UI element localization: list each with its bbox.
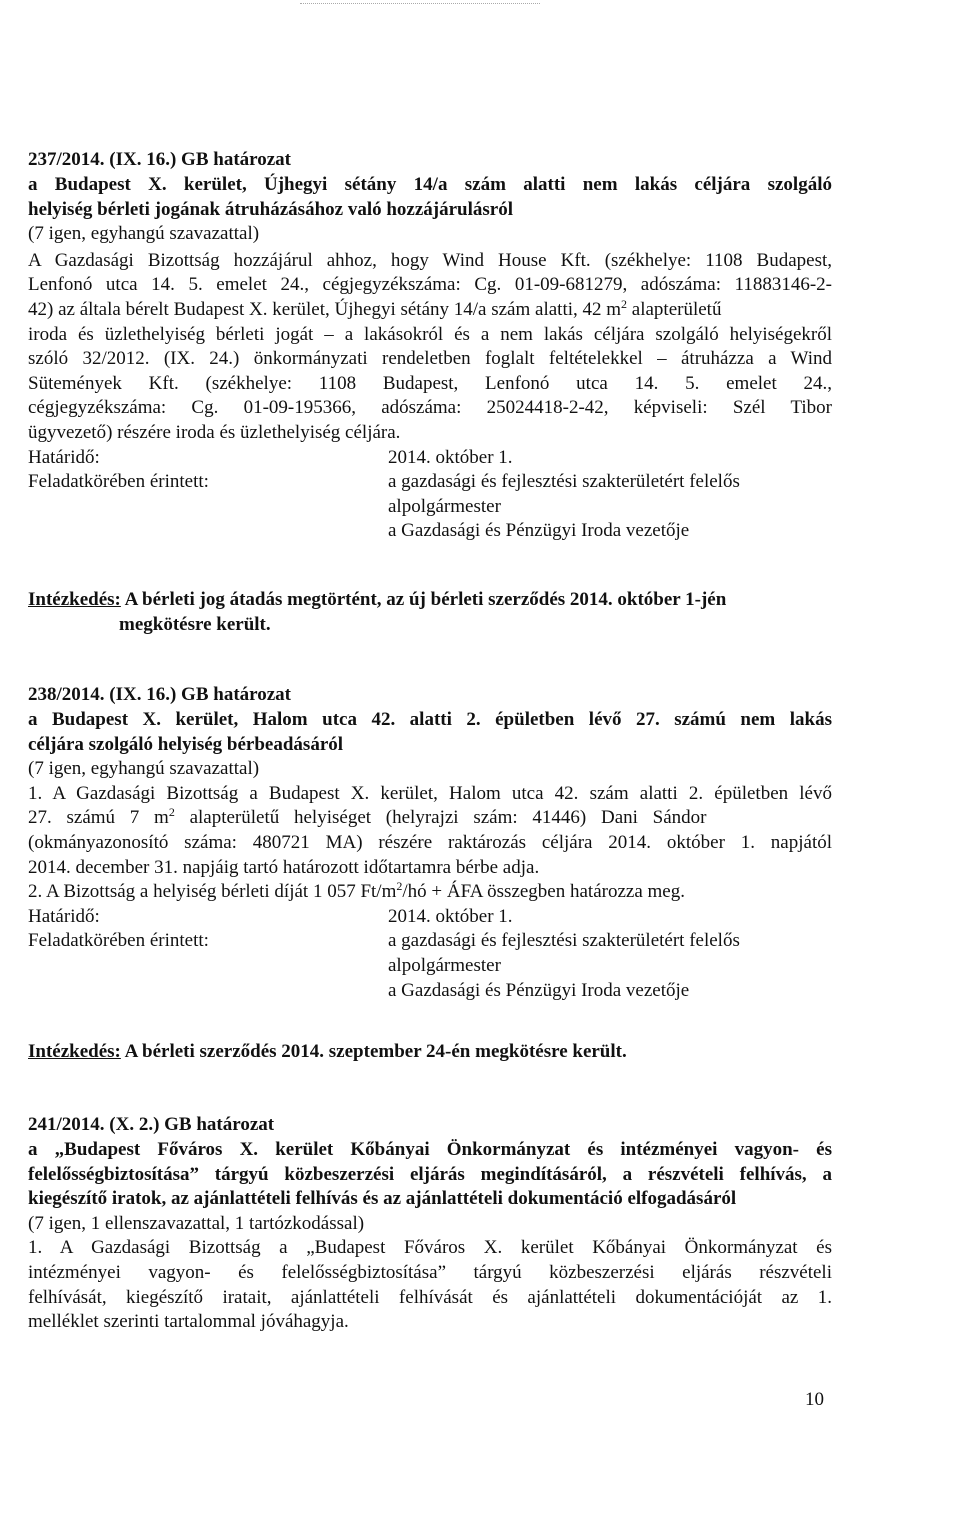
- body-line: [28, 372, 832, 396]
- value-text: alpolgármester: [388, 955, 501, 976]
- measure-line: [28, 1040, 627, 1064]
- body-text: felhívását, kiegészítő iratait, ajánlattételi felhívását és ajánlattételi dokumentációját az 1.: [28, 1286, 832, 1308]
- body-text: intézményei vagyon- és felelősségbiztosítása” tárgyú közbeszerzési eljárás részvételi: [28, 1262, 832, 1283]
- vote-text: (7 igen, egyhangú szavazattal): [28, 758, 260, 780]
- body-line: [28, 1236, 832, 1260]
- vote-text: (7 igen, 1 ellenszavazattal, 1 tartózkodással): [28, 1212, 365, 1234]
- measure-text: megkötésre került.: [119, 613, 271, 635]
- body-line: [28, 1261, 832, 1285]
- body-text: (okmányazonosító száma: 480721 MA) részére raktározás céljára 2014. október 1. napjától: [28, 832, 832, 853]
- responsible-line: [388, 495, 501, 519]
- label-text: Határidő:: [28, 446, 100, 468]
- label-text: Feladatkörében érintett:: [28, 471, 209, 493]
- label-text: Határidő:: [28, 905, 100, 927]
- section-title-line: [28, 708, 832, 732]
- body-text: 1. A Gazdasági Bizottság a Budapest X. kerület, Halom utca 42. szám alatti 2. épületben lévő: [28, 782, 832, 804]
- section-title-line: [28, 1187, 736, 1211]
- vote-line: [28, 1212, 364, 1236]
- title-text: céljára szolgáló helyiség bérbeadásáról: [28, 733, 344, 755]
- body-line: [28, 1286, 832, 1310]
- vote-text: (7 igen, egyhangú szavazattal): [28, 223, 260, 245]
- responsible-line: [388, 954, 501, 978]
- body-text: melléklet szerinti tartalommal jóváhagyja.: [28, 1311, 349, 1333]
- body-text: 42) az általa bérelt Budapest X. kerület, Újhegyi sétány 14/a szám alatti, 42 m: [28, 299, 622, 320]
- body-text: Lenfonó utca 14. 5. emelet 24., cégjegyzékszáma: Cg. 01-09-681279, adószáma: 11883146-2-: [28, 274, 832, 296]
- section-title-line: [28, 1138, 832, 1162]
- page-number: 10: [805, 1389, 824, 1410]
- heading-text: 237/2014. (IX. 16.) GB határozat: [28, 149, 291, 170]
- body-text: alapterületű: [627, 299, 722, 320]
- body-text: 27. számú 7 m: [28, 807, 169, 829]
- body-text: A Gazdasági Bizottság hozzájárul ahhoz, hogy Wind House Kft. (székhelye: 1108 Budapest,: [28, 249, 832, 271]
- measure-line: [119, 613, 271, 637]
- section-title-line: [28, 1163, 832, 1187]
- heading-text: 241/2014. (X. 2.) GB határozat: [28, 1114, 275, 1135]
- body-text: cégjegyzékszáma: Cg. 01-09-195366, adószáma: 25024418-2-42, képviseli: Szél Tibor: [28, 397, 832, 419]
- label-text: Feladatkörében érintett:: [28, 930, 209, 952]
- body-text: Sütemények Kft. (székhelye: 1108 Budapest, Lenfonó utca 14. 5. emelet 24.,: [28, 372, 832, 394]
- section-heading: [28, 148, 291, 172]
- body-line: [28, 806, 706, 830]
- responsible-line: [388, 979, 689, 1003]
- body-line: [28, 347, 832, 371]
- body-line: [28, 856, 539, 880]
- section-heading: [28, 1113, 274, 1137]
- body-line: [28, 1310, 349, 1334]
- responsible-line: [388, 470, 740, 494]
- body-line: [28, 831, 832, 855]
- measure-text: A bérleti jog átadás megtörtént, az új bérleti szerződés 2014. október 1-jén: [120, 589, 727, 610]
- superscript: 2: [168, 805, 175, 820]
- body-line: [28, 298, 721, 322]
- body-text: 2014. december 31. napjáig tartó határozott időtartamra bérbe adja.: [28, 856, 540, 878]
- value-text: a gazdasági és fejlesztési szakterületért felelős: [388, 471, 740, 493]
- superscript: 2: [396, 879, 403, 894]
- body-line: [28, 396, 832, 420]
- title-text: felelősségbiztosítása” tárgyú közbeszerzési eljárás megindításáról, a részvételi felhívás, a: [28, 1163, 832, 1185]
- measure-line: [28, 588, 726, 612]
- body-text: ügyvezető) részére iroda és üzlethelyiség céljára.: [28, 422, 401, 443]
- value-text: a Gazdasági és Pénzügyi Iroda vezetője: [388, 979, 690, 1001]
- body-text: alapterületű helyiséget (helyrajzi szám: 41446) Dani Sándor: [174, 807, 707, 829]
- body-text: 1. A Gazdasági Bizottság a „Budapest Főváros X. kerület Kőbányai Önkormányzat és: [28, 1237, 832, 1259]
- title-text: helyiség bérleti jogának átruházásához való hozzájárulásról: [28, 198, 513, 220]
- body-text: 2. A Bizottság a helyiség bérleti díját 1 057 Ft/m: [28, 881, 397, 903]
- section-title-line: [28, 198, 513, 222]
- measure-text: A bérleti szerződés 2014. szeptember 24-én megkötésre került.: [120, 1041, 627, 1062]
- deadline-label: [28, 446, 100, 470]
- title-text: kiegészítő iratok, az ajánlattételi felhívás és az ajánlattételi dokumentáció elfogadásáról: [28, 1188, 737, 1210]
- body-text: szóló 32/2012. (IX. 24.) önkormányzati rendeletben foglalt feltételekkel – átruházza a Wind: [28, 348, 832, 370]
- title-text: a Budapest X. kerület, Újhegyi sétány 14/a szám alatti nem lakás céljára szolgáló: [28, 174, 832, 195]
- vote-line: [28, 222, 259, 246]
- responsible-line: [388, 929, 740, 953]
- responsible-label: [28, 929, 209, 953]
- body-line: [28, 880, 685, 904]
- value-text: a gazdasági és fejlesztési szakterületért felelős: [388, 930, 740, 952]
- deadline-value: [388, 905, 513, 929]
- body-text: /hó + ÁFA összegben határozza meg.: [402, 881, 685, 903]
- title-text: a „Budapest Főváros X. kerület Kőbányai Önkormányzat és intézményei vagyon- és: [28, 1139, 832, 1160]
- body-line: [28, 273, 832, 297]
- section-heading: [28, 683, 291, 707]
- superscript: 2: [621, 297, 628, 311]
- title-text: a Budapest X. kerület, Halom utca 42. alatti 2. épületben lévő 27. számú nem lakás: [28, 709, 832, 730]
- value-text: alpolgármester: [388, 495, 501, 517]
- section-title-line: [28, 733, 343, 757]
- deadline-value: [388, 446, 513, 470]
- value-text: 2014. október 1.: [388, 446, 513, 468]
- body-text: iroda és üzlethelyiség bérleti jogát – a lakásokról és a nem lakás céljára szolgáló helyiségekről: [28, 323, 832, 345]
- body-line: [28, 782, 832, 806]
- body-line: [28, 323, 832, 347]
- deadline-label: [28, 905, 100, 929]
- responsible-line: [388, 519, 689, 543]
- measure-label: Intézkedés:: [28, 589, 121, 610]
- section-title-line: [28, 173, 832, 197]
- body-line: [28, 249, 832, 273]
- heading-text: 238/2014. (IX. 16.) GB határozat: [28, 684, 291, 705]
- responsible-label: [28, 470, 209, 494]
- value-text: a Gazdasági és Pénzügyi Iroda vezetője: [388, 520, 690, 542]
- value-text: 2014. október 1.: [388, 905, 513, 927]
- body-line: [28, 421, 400, 445]
- vote-line: [28, 757, 259, 781]
- measure-label: Intézkedés:: [28, 1041, 121, 1062]
